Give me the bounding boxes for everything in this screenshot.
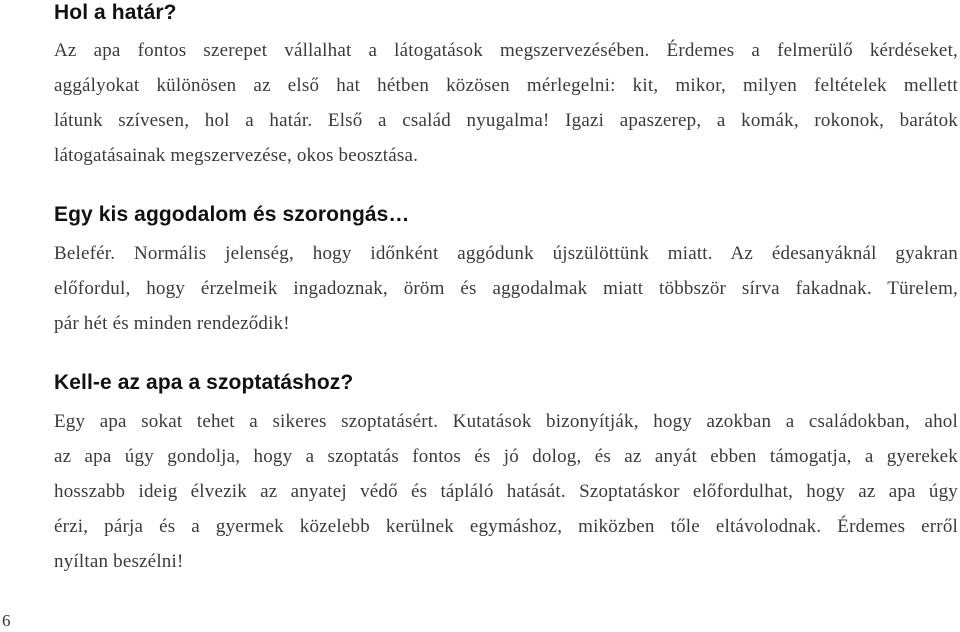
section-heading-visits: Hol a határ? [54, 1, 177, 24]
body-line: látogatásainak megszervezése, okos beosztása. [54, 145, 419, 166]
body-line: Belefér. Normális jelenség, hogy időnként aggódunk újszülöttünk miatt. Az édesanyáknál gyakran [54, 243, 958, 264]
body-line: látunk szívesen, hol a határ. Első a család nyugalma! Igazi apaszerep, a komák, rokonok, barátok [54, 110, 958, 131]
body-line: előfordul, hogy érzelmeik ingadoznak, öröm és aggodalmak miatt többször sírva fakadnak. Türelem, [54, 278, 958, 299]
body-line: érzi, párja és a gyermek közelebb kerülnek egymáshoz, miközben tőle eltávolodnak. Érdemes erről [54, 516, 958, 537]
section-body-breastfeeding [54, 404, 958, 579]
body-line: az apa úgy gondolja, hogy a szoptatás fontos és jó dolog, és az anyát ebben támogatja, a gyerekek [54, 446, 958, 467]
section-heading-breastfeeding: Kell-e az apa a szoptatáshoz? [54, 371, 354, 394]
body-line: aggályokat különösen az első hat hétben közösen mérlegelni: kit, mikor, milyen feltételek mellett [54, 75, 958, 96]
body-line: hosszabb ideig élvezik az anyatej védő és tápláló hatását. Szoptatáskor előfordulhat, hogy az apa úgy [54, 481, 958, 502]
page-number: 6 [2, 611, 11, 630]
body-line: pár hét és minden rendeződik! [54, 313, 290, 334]
section-body-anxiety [54, 236, 958, 341]
body-line: nyíltan beszélni! [54, 551, 184, 572]
body-line: Egy apa sokat tehet a sikeres szoptatásért. Kutatások bizonyítják, hogy azokban a családokban, ahol [54, 411, 958, 432]
section-body-visits [54, 33, 958, 173]
body-line: Az apa fontos szerepet vállalhat a látogatások megszervezésében. Érdemes a felmerülő kérdéseket, [54, 40, 958, 61]
section-heading-anxiety: Egy kis aggodalom és szorongás… [54, 203, 410, 226]
